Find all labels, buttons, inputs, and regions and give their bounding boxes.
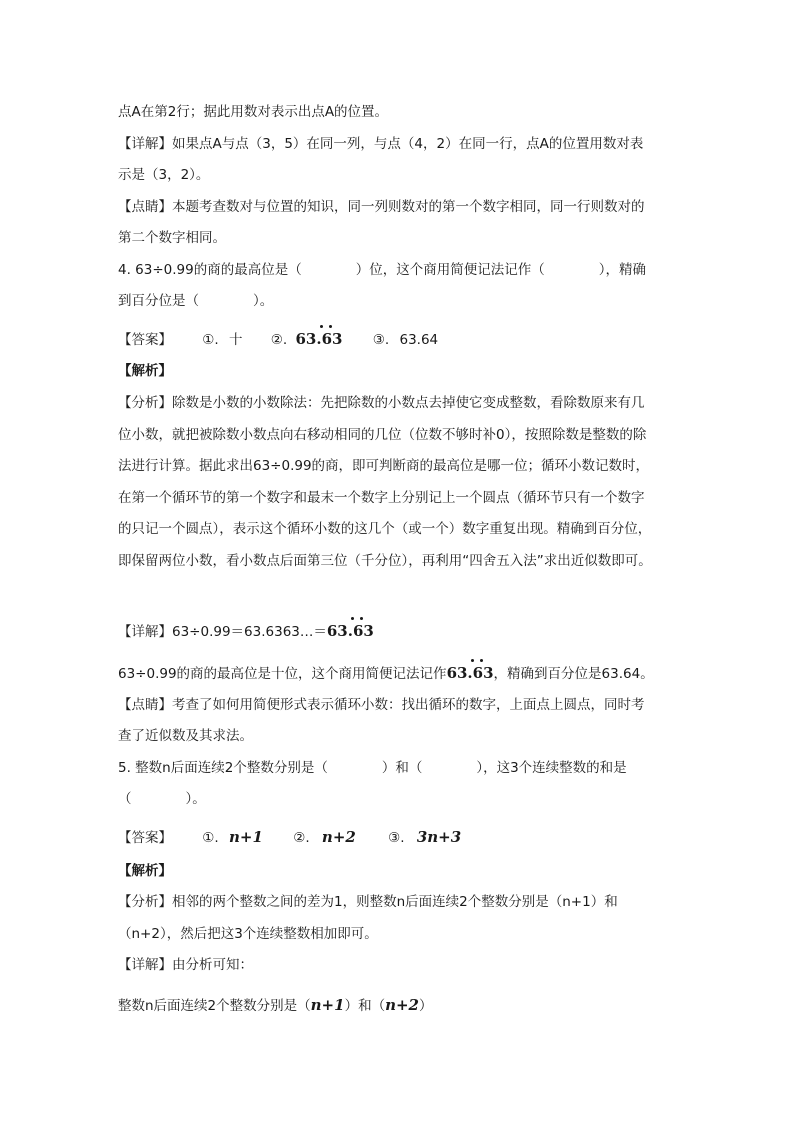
answer-marker: ②.	[293, 830, 310, 846]
question-4-line: 到百分位是（ ）。	[118, 293, 274, 309]
answer-row-q5	[118, 828, 461, 846]
text-line: 【详解】由分析可知：	[118, 957, 253, 973]
repeating-decimal	[327, 622, 374, 640]
text-line: 【分析】相邻的两个整数之间的差为1，则整数n后面连续2个整数分别是（n+1）和	[118, 894, 618, 910]
answer-value: n+1	[229, 828, 263, 846]
text-line: 【点睛】考查了如何用简便形式表示循环小数：找出循环的数字，上面点上圆点，同时考	[118, 697, 645, 713]
question-5-line: 5. 整数n后面连续2个整数分别是（ ）和（ ），这3个连续整数的和是	[118, 760, 627, 776]
answer-value: n+2	[321, 828, 356, 846]
answer-marker: ①.	[202, 830, 219, 846]
text-line: 【详解】如果点A与点（3，5）在同一列，与点（4，2）在同一行，点A的位置用数对表	[118, 136, 644, 152]
math-value: n+1	[310, 996, 345, 1014]
answer-row-q4	[118, 330, 438, 348]
answer-value: 63.63	[295, 330, 343, 348]
detail-line	[118, 996, 433, 1014]
detail-line	[118, 664, 654, 682]
answer-value: 十	[229, 332, 243, 348]
repeat-dot	[351, 617, 354, 620]
detail-text: ）和（	[344, 998, 386, 1014]
repeat-dot	[471, 659, 474, 662]
detail-text: 整数n后面连续2个整数分别是（	[118, 998, 311, 1014]
question-5-line: （ ）。	[118, 791, 206, 807]
detail-text: ，精确到百分位是63.64。	[493, 666, 654, 682]
text-line: 即保留两位小数，看小数点后面第三位（千分位），再利用“四舍五入法”求出近似数即可。	[118, 553, 652, 569]
detail-text: 63÷0.99的商的最高位是十位，这个商用简便记法记作	[118, 666, 447, 682]
detail-line	[118, 622, 374, 640]
text-line: 在第一个循环节的第一个数字和最末一个数字上分别记上一个圆点（循环节只有一个数字	[118, 490, 645, 506]
section-heading: 【解析】	[118, 863, 172, 879]
repeat-dot	[320, 325, 323, 328]
math-value: 63.63	[326, 622, 374, 640]
repeating-decimal	[447, 664, 494, 682]
text-line: 位小数，就把被除数小数点向右移动相同的几位（位数不够时补0），按照除数是整数的除	[118, 427, 647, 443]
text-line: 【分析】除数是小数的小数除法：先把除数的小数点去掉使它变成整数，看除数原来有几	[118, 395, 645, 411]
text-line: 示是（3，2）。	[118, 167, 210, 183]
repeat-dot	[329, 325, 332, 328]
answer-label: 【答案】	[118, 332, 172, 348]
text-line: 【点睛】本题考查数对与位置的知识，同一列则数对的第一个数字相同，同一行则数对的	[118, 199, 645, 215]
answer-value: 3n+3	[416, 828, 462, 846]
repeat-dot	[360, 617, 363, 620]
question-4-line: 4. 63÷0.99的商的最高位是（ ）位，这个商用简便记法记作（ ），精确	[118, 262, 646, 278]
answer-marker: ③.	[388, 830, 405, 846]
math-value: 63.63	[446, 664, 494, 682]
section-heading: 【解析】	[118, 363, 172, 379]
answer-marker: ③.	[372, 332, 390, 348]
text-line: 第二个数字相同。	[118, 230, 226, 246]
answer-value: 63.64	[399, 332, 439, 348]
text-line: 点A在第2行；据此用数对表示出点A的位置。	[118, 104, 389, 120]
text-line: （n+2），然后把这3个连续整数相加即可。	[118, 926, 378, 942]
text-line: 法进行计算。据此求出63÷0.99的商，即可判断商的最高位是哪一位；循环小数记数时，	[118, 458, 650, 474]
repeating-decimal	[296, 330, 343, 348]
answer-label: 【答案】	[118, 830, 172, 846]
math-value: n+2	[385, 996, 419, 1014]
text-line: 的只记一个圆点），表示这个循环小数的这几个（或一个）数字重复出现。精确到百分位，	[118, 521, 652, 537]
repeat-dot	[480, 659, 483, 662]
text-line: 查了近似数及其求法。	[118, 728, 253, 744]
detail-text: ）	[419, 998, 433, 1014]
answer-marker: ①.	[202, 332, 219, 348]
detail-text: 【详解】63÷0.99＝63.6363…＝	[118, 624, 327, 640]
answer-marker: ②.	[270, 332, 288, 348]
